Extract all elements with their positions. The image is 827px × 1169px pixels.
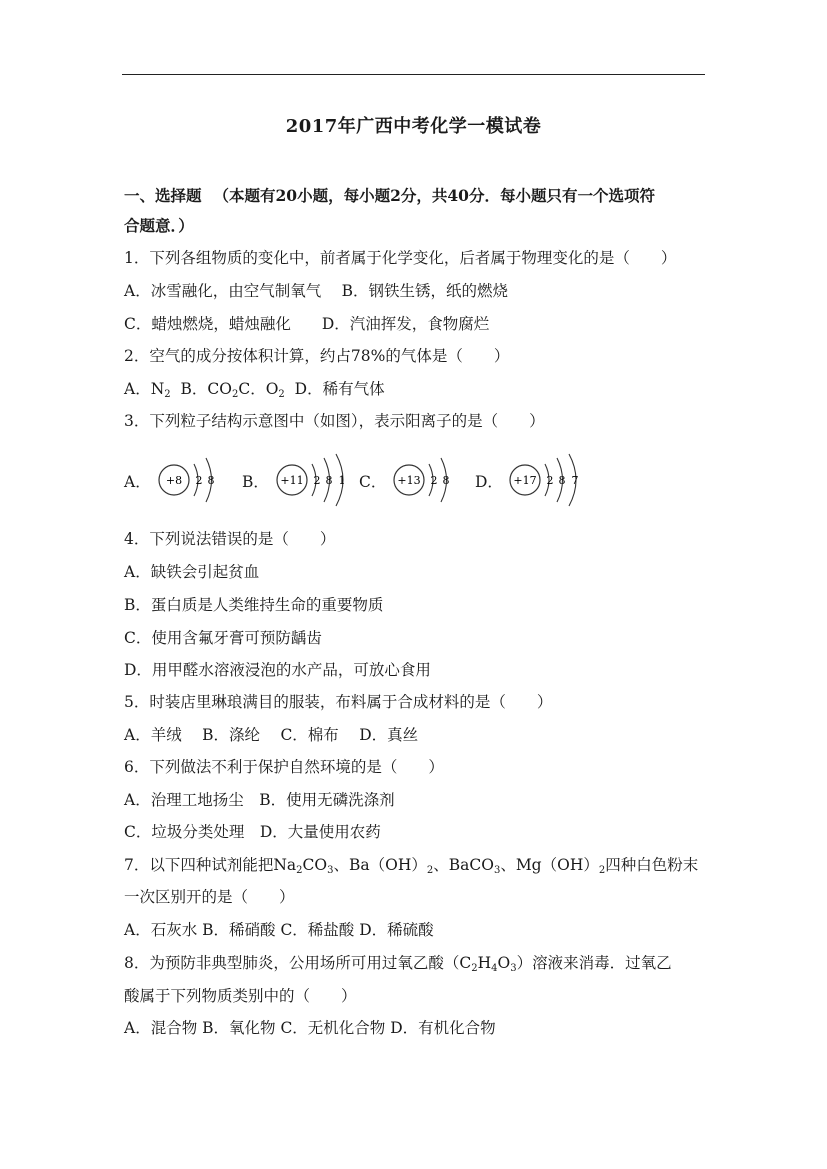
atom-diagram-c — [389, 452, 489, 508]
q6-stem: 6．下列做法不利于保护自然环境的是（ ） — [124, 758, 444, 776]
q5-stem: 5．时装店里琳琅满目的服装，布料属于合成材料的是（ ） — [124, 693, 553, 711]
page-title: 2017年广西中考化学一模试卷 — [285, 116, 542, 137]
shell-electrons: 8 — [558, 474, 566, 487]
shell-electrons: 2 — [195, 474, 203, 487]
q2-option-a: A．$N_2$ — [124, 380, 171, 400]
shell-electrons: 7 — [571, 474, 579, 487]
q8-options: A．混合物 B．氧化物 C．无机化合物 D．有机化合物 — [124, 1019, 496, 1037]
q1-options-cd: C．蜡烛燃烧，蜡烛融化 D．汽油挥发，食物腐烂 — [124, 315, 490, 333]
atom-diagram-a — [154, 452, 254, 508]
q2-option-d: D．稀有气体 — [284, 380, 385, 398]
q3-option-b-label: B． — [242, 473, 269, 491]
q1-stem: 1．下列各组物质的变化中，前者属于化学变化，后者属于物理变化的是（ ） — [124, 249, 677, 267]
q1-options-ab: A．冰雪融化，由空气制氧气 B．钢铁生锈，纸的燃烧 — [124, 282, 509, 300]
nucleus-charge: +17 — [513, 474, 537, 487]
q7-options: A．石灰水 B．稀硝酸 C．稀盐酸 D．稀硫酸 — [124, 921, 434, 939]
q2-stem: 2．空气的成分按体积计算，约占78%的气体是（ ） — [124, 347, 510, 365]
q3-option-d-label: D． — [475, 473, 503, 491]
section-note-cont: 合题意．） — [124, 216, 194, 235]
shell-electrons: 1 — [338, 474, 346, 487]
q4-stem: 4．下列说法错误的是（ ） — [124, 530, 336, 548]
q7-stem-cont: 一次区别开的是（ ） — [124, 888, 295, 906]
q3-stem: 3．下列粒子结构示意图中（如图），表示阳离子的是（ ） — [124, 412, 545, 430]
section-heading: 一、选择题 — [124, 186, 202, 205]
q4-option-b: B．蛋白质是人类维持生命的重要物质 — [124, 596, 384, 614]
q3-option-a-label: A． — [124, 473, 151, 491]
shell-electrons: 8 — [207, 474, 215, 487]
section-heading-line — [124, 186, 655, 206]
header-rule — [122, 74, 705, 75]
q2-option-b: B．$CO_2$ — [170, 380, 239, 400]
nucleus-charge: +11 — [280, 474, 304, 487]
shell-electrons: 2 — [430, 474, 438, 487]
atom-diagram-d — [505, 452, 615, 508]
q8-stem: 8．为预防非典型肺炎，公用场所可用过氧乙酸$(C_2H_4O_3)$溶液来消毒．过氧乙 — [124, 954, 672, 974]
q3-option-c-label: C． — [359, 473, 387, 491]
q5-options: A．羊绒 B．涤纶 C．棉布 D．真丝 — [124, 726, 419, 744]
shell-electrons: 2 — [546, 474, 554, 487]
q3-atom-diagrams — [124, 452, 594, 508]
q2-options — [124, 379, 385, 399]
section-note: （本题有20小题，每小题2分，共40分．每小题只有一个选项符 — [213, 186, 655, 205]
shell-electrons: 2 — [313, 474, 321, 487]
shell-electrons: 8 — [325, 474, 333, 487]
q4-option-a: A．缺铁会引起贫血 — [124, 563, 260, 581]
q4-option-d: D．用甲醛水溶液浸泡的水产品，可放心食用 — [124, 661, 431, 679]
q2-option-c: C．$O_2$ — [238, 380, 285, 400]
q6-options-cd: C．垃圾分类处理 D．大量使用农药 — [124, 823, 381, 841]
nucleus-charge: +8 — [165, 474, 183, 487]
q8-stem-cont: 酸属于下列物质类别中的（ ） — [124, 987, 357, 1005]
q6-options-ab: A．治理工地扬尘 B．使用无磷洗涤剂 — [124, 791, 395, 809]
nucleus-charge: +13 — [397, 474, 421, 487]
q4-option-c: C．使用含氟牙膏可预防龋齿 — [124, 629, 322, 647]
shell-electrons: 8 — [442, 474, 450, 487]
q7-stem: 7．以下四种试剂能把$Na_2CO_3$、$Ba(OH)_2$、BaCO$_3$、$Mg(OH)_2$四种白色粉末 — [124, 856, 699, 876]
